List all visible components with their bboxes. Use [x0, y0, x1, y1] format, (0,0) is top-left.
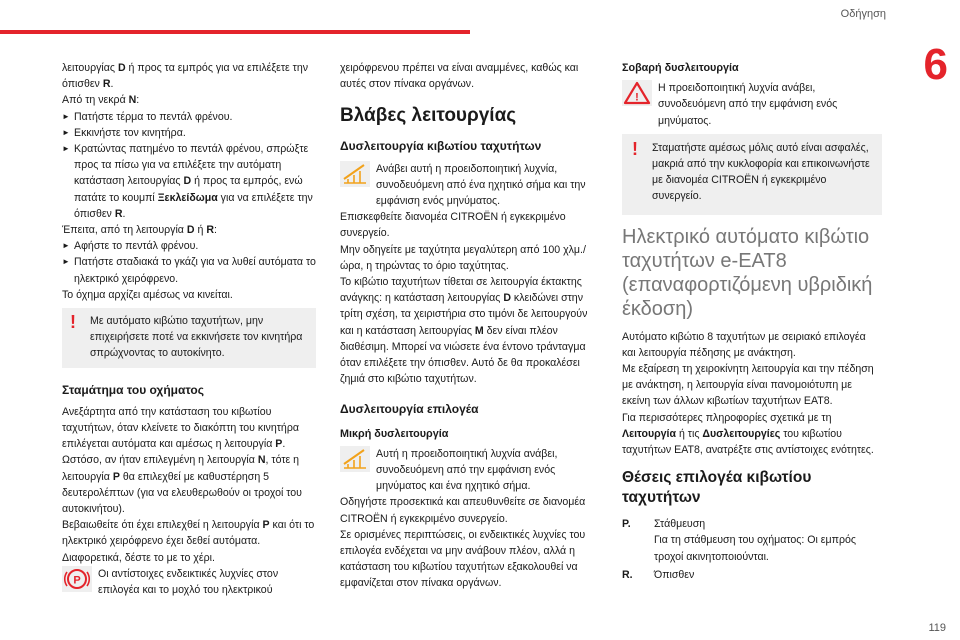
header-red-bar: [0, 30, 470, 34]
page-number: 119: [928, 622, 946, 634]
bullet-item: ► Κρατώντας πατημένο το πεντάλ φρένου, σπρώξτε προς τα πίσω για να επιλέξετε την αυτόματη κατάσταση λειτουργίας D ή προς τα εμπρός, ενώ πατάτε το κουμπί Ξεκλείδωμα για να επιλέξετε την όπισθεν R.: [62, 141, 316, 222]
section-heading: Θέσεις επιλογέα κιβωτίου ταχυτήτων: [622, 469, 812, 507]
chapter-heading: Ηλεκτρικό αυτόματο κιβώτιο ταχυτήτων e-EAT8 (επαναφορτιζόμενη υβριδική έκδοση): [622, 225, 873, 320]
warning-text: Με αυτόματο κιβώτιο ταχυτήτων, μην επιχειρήσετε ποτέ να εκκινήσετε τον κινητήρα σπρώχνοντας το αυτοκίνητο.: [90, 315, 303, 360]
paragraph: Ανεξάρτητα από την κατάσταση του κιβωτίου ταχυτήτων, όταν κλείνετε το διακόπτη του κινητήρα επιλέγεται αυτόματα και αμέσως η λειτουργία P.: [62, 405, 299, 451]
arrow-bullet-icon: ►: [62, 241, 70, 251]
parking-brake-icon: [62, 566, 92, 592]
minor-heading: Σοβαρή δυσλειτουργία: [622, 62, 739, 74]
indicator-row: [62, 566, 316, 598]
exclamation-icon: !: [632, 138, 638, 159]
svg-text:!: !: [635, 91, 639, 104]
svg-text:P: P: [73, 574, 81, 587]
warning-text: Σταματήστε αμέσως μόλις αυτό είναι ασφαλές, μακριά από την κυκλοφορία και επικοινωνήστε με διανομέα CITROËN ή εγκεκριμένο συνεργείο.: [652, 141, 870, 203]
bullet-item: ► Αφήστε το πεντάλ φρένου.: [62, 238, 316, 254]
bullet-item: ► Εκκινήστε τον κινητήρα.: [62, 125, 316, 141]
subsection-heading: Δυσλειτουργία επιλογέα: [340, 402, 479, 417]
indicator-text: Αυτή η προειδοποιητική λυχνία ανάβει, συνοδευόμενη από την εμφάνιση ενός μηνύματος και ένα ηχητικό σήμα.: [376, 447, 558, 493]
column-1: [62, 60, 316, 598]
paragraph: χειρόφρενου πρέπει να είναι αναμμένες, καθώς και αυτές στον πίνακα οργάνων.: [340, 62, 579, 91]
arrow-bullet-icon: ►: [62, 144, 70, 154]
indicator-row: [622, 80, 882, 129]
subsection-heading: Δυσλειτουργία κιβωτίου ταχυτήτων: [340, 139, 542, 154]
chapter-number: 6: [923, 40, 948, 89]
paragraph: Επισκεφθείτε διανομέα CITROËN ή εγκεκριμένο συνεργείο.: [340, 211, 566, 240]
paragraph: Σε ορισμένες περιπτώσεις, οι ενδεικτικές λυχνίες του επιλογέα ενδέχεται να μην ανάβουν πλέον, αλλά η κατάσταση του κιβωτίου ταχυτήτων εξακολουθεί να εμφανίζεται στον πίνακα οργάνων.: [340, 528, 586, 590]
paragraph: Με εξαίρεση τη χειροκίνητη λειτουργία και την πέδηση με ανάκτηση, η λειτουργία είναι πανομοιότυπη με εκείνη των άλλων κιβωτίων ταχυτήτων EAT8.: [622, 363, 874, 408]
gearbox-warning-icon: [340, 161, 370, 187]
paragraph: Το κιβώτιο ταχυτήτων τίθεται σε λειτουργία έκτακτης ανάγκης: η κατάσταση λειτουργίας D κλειδώνει στην τρίτη σχέση, τα χειριστήρια στο τιμόνι δε λειτουργούν και η κατάσταση λειτουργίας M δεν είναι πλέον διαθέσιμη. Μπορεί να νιώσετε ένα έντονο τράνταγμα όταν επιλέξετε την όπισθεν. Αυτό δε θα προκαλέσει ζημιά στο κιβώτιο ταχυτήτων.: [340, 276, 588, 386]
position-desc: Για τη στάθμευση του οχήματος: Οι εμπρός τροχοί ακινητοποιούνται.: [654, 534, 856, 563]
section-heading: Βλάβες λειτουργίας: [340, 105, 517, 127]
position-key: P.: [622, 518, 631, 531]
paragraph: Για περισσότερες πληροφορίες σχετικά με τη Λειτουργία ή τις Δυσλειτουργίες του κιβωτίου ταχυτήτων EAT8, ανατρέξτε στις αντίστοιχες ενότητες.: [622, 411, 874, 457]
column-2: [340, 60, 596, 592]
paragraph: Οδηγήστε προσεκτικά και απευθυνθείτε σε διανομέα CITROËN ή εγκεκριμένο συνεργείο.: [340, 496, 586, 525]
position-title: Όπισθεν: [654, 568, 695, 581]
indicator-text: Η προειδοποιητική λυχνία ανάβει, συνοδευόμενη από την εμφάνιση ενός μηνύματος.: [658, 82, 838, 127]
arrow-bullet-icon: ►: [62, 257, 70, 267]
bullet-item: ► Πατήστε τέρμα το πεντάλ φρένου.: [62, 109, 316, 125]
paragraph: Αυτόματο κιβώτιο 8 ταχυτήτων με σειριακό επιλογέα και λειτουργία πέδησης με ανάκτηση.: [622, 330, 866, 359]
arrow-bullet-icon: ►: [62, 127, 70, 137]
paragraph: Το όχημα αρχίζει αμέσως να κινείται.: [62, 288, 233, 301]
warning-box: [622, 134, 882, 215]
warning-box: [62, 308, 316, 368]
section-title: Οδήγηση: [840, 8, 886, 20]
paragraph: Ωστόσο, αν ήταν επιλεγμένη η λειτουργία N, τότε η λειτουργία P θα επιλεχθεί με καθυστέρηση 5 δευτερολέπτων (για να ελευθερωθούν οι τροχοί του αυτοκινήτου).: [62, 454, 302, 516]
list-item: [622, 516, 882, 565]
gearbox-warning-icon: [340, 446, 370, 472]
paragraph: Μην οδηγείτε με ταχύτητα μεγαλύτερη από 100 χλμ./ώρα, η τηρώντας το όριο ταχύτητας.: [340, 243, 586, 272]
warning-triangle-icon: [622, 80, 652, 106]
minor-heading: Μικρή δυσλειτουργία: [340, 427, 449, 440]
indicator-row: [340, 161, 596, 210]
exclamation-icon: !: [70, 312, 76, 333]
paragraph: Βεβαιωθείτε ότι έχει επιλεχθεί η λειτουργία P και ότι το ηλεκτρικό χειρόφρενο έχει δεθεί αυτόματα.: [62, 519, 315, 548]
position-title: Στάθμευση: [654, 518, 706, 531]
bullet-item: ► Πατήστε σταδιακά το γκάζι για να λυθεί αυτόματα το ηλεκτρικό χειρόφρενο.: [62, 254, 316, 286]
indicator-text: Ανάβει αυτή η προειδοποιητική λυχνία, συνοδευόμενη από ένα ηχητικό σήμα και την εμφάνιση ενός μηνύματος.: [376, 162, 586, 208]
column-3: [622, 60, 882, 585]
section-heading: Σταμάτημα του οχήματος: [62, 382, 204, 397]
arrow-bullet-icon: ►: [62, 111, 70, 121]
paragraph: Διαφορετικά, δέστε το με το χέρι.: [62, 551, 215, 564]
indicator-text: Οι αντίστοιχες ενδεικτικές λυχνίες στον επιλογέα και το μοχλό του ηλεκτρικού: [98, 567, 279, 597]
list-item: [622, 567, 882, 583]
position-key: R.: [622, 568, 633, 581]
paragraph: λειτουργίας D ή προς τα εμπρός για να επιλέξετε την όπισθεν R.: [62, 62, 309, 91]
paragraph: Έπειτα, από τη λειτουργία D ή R:: [62, 224, 217, 237]
indicator-row: [340, 446, 596, 495]
paragraph: Από τη νεκρά N:: [62, 94, 140, 107]
